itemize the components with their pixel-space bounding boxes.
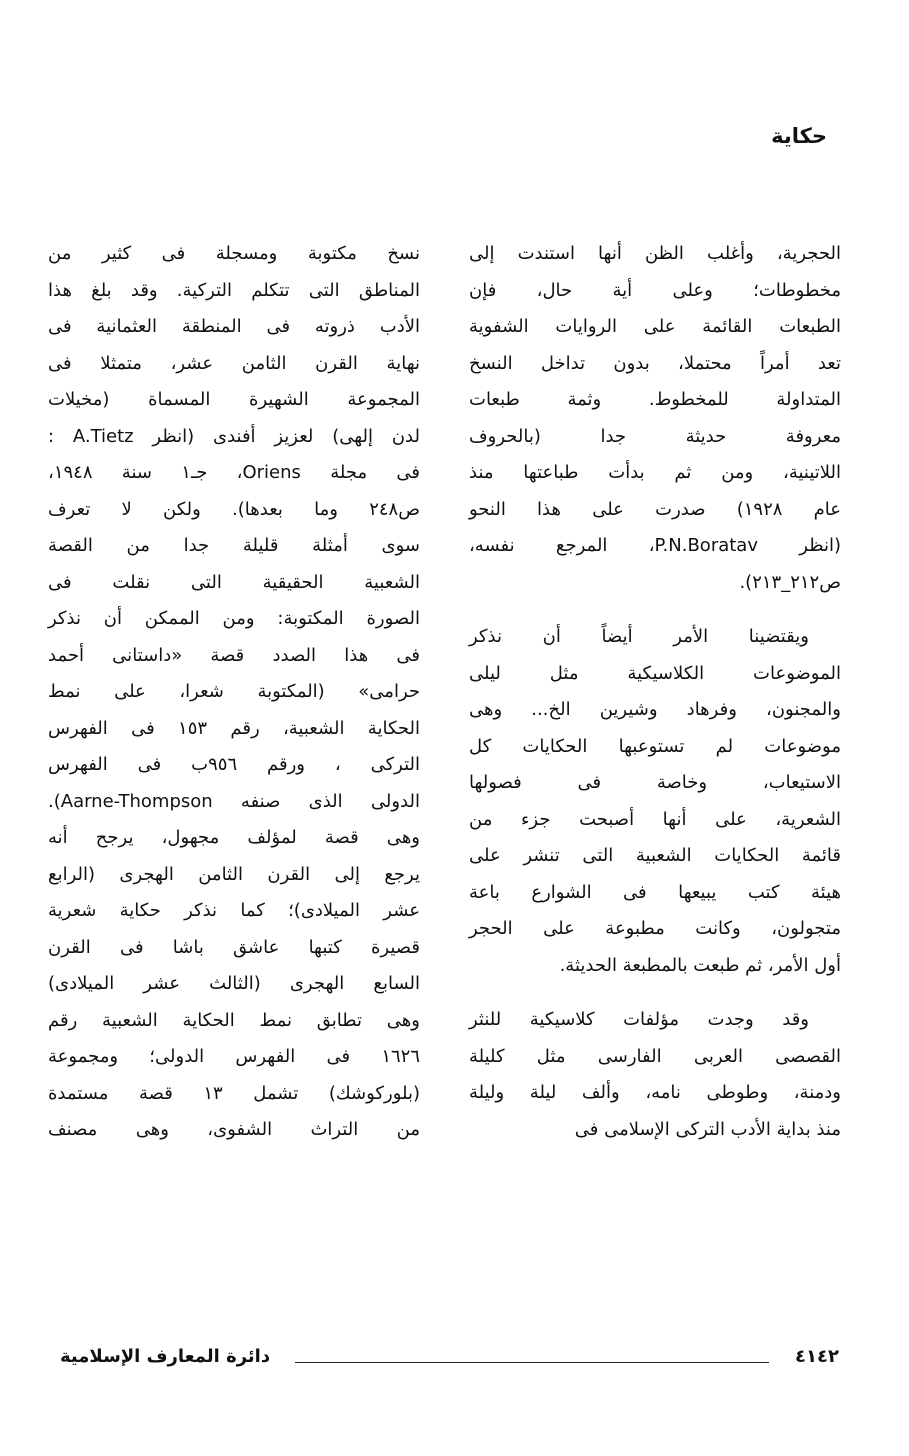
text-line: القصصى العربى الفارسى مثل كليلة [469,1045,841,1067]
text-line: نسخ مكتوبة ومسجلة فى كثير من [48,243,420,264]
text-line: وقد وجدت مؤلفات كلاسيكية للنثر [469,1009,809,1030]
text-line: منذ بداية الأدب التركى الإسلامى فى [574,1118,841,1140]
text-line: قائمة الحكايات الشعبية التى تنشر على [469,845,841,866]
text-line: مخطوطات؛ وعلى أية حال، فإن [469,279,841,301]
text-line: ويقتضينا الأمر أيضاً أن نذكر [469,626,809,647]
paragraph [48,236,420,1149]
text-line: التركى ، ورقم ٩٥٦ب فى الفهرس [48,754,420,775]
text-line: متجولون، وكانت مطبوعة على الحجر [469,918,841,939]
footer-rule [295,1362,769,1363]
text-line: الأدب ذروته فى المنطقة العثمانية فى [48,316,420,337]
text-line: فى هذا الصدد قصة «داستانى أحمد [48,644,420,666]
text-line: الشعرية، على أنها أصبحت جزء من [469,808,841,830]
text-line: وهى قصة لمؤلف مجهول، يرجح أنه [48,827,420,848]
text-line: المجموعة الشهيرة المسماة (مخيلات [48,389,420,410]
text-line: الحجرية، وأغلب الظن أنها استندت إلى [469,243,841,264]
text-line: هيئة كتب يبيعها فى الشوارع باعة [469,881,841,903]
text-line: الصورة المكتوبة: ومن الممكن أن نذكر [48,608,420,629]
text-line: وهى تطابق نمط الحكاية الشعبية رقم [48,1009,420,1031]
text-line: يرجع إلى القرن الثامن الهجرى (الرابع [48,863,420,885]
text-line: الاستيعاب، وخاصة فى فصولها [469,772,841,793]
text-line: ص٢١٢_٢١٣). [739,571,841,593]
text-line: أول الأمر، ثم طبعت بالمطبعة الحديثة. [559,954,841,976]
text-line: موضوعات لم تستوعبها الحكايات كل [469,735,841,757]
text-line: اللاتينية، ومن ثم بدأت طباعتها منذ [469,462,841,483]
text-line: سوى أمثلة قليلة جدا من القصة [48,535,420,556]
page-number: ٤١٤٢ [795,1346,839,1367]
text-line: معروفة حديثة جدا (بالحروف [469,425,841,447]
text-line: نهاية القرن الثامن عشر، متمثلا فى [48,352,420,374]
text-line: المتداولة للمخطوط. وثمة طبعات [469,389,841,410]
text-line: فى مجلة Oriens، جـ١ سنة ١٩٤٨، [48,462,421,483]
text-line: الشعبية الحقيقية التى نقلت فى [48,571,420,593]
left-column [48,236,420,1149]
text-line: ص٢٤٨ وما بعدها). ولكن لا تعرف [48,498,420,520]
text-line: عشر الميلادى)؛ كما نذكر حكاية شعرية [48,900,420,921]
text-line: الموضوعات الكلاسيكية مثل ليلى [469,662,841,684]
text-line: الحكاية الشعبية، رقم ١٥٣ فى الفهرس [48,717,420,739]
publication-title: دائرة المعارف الإسلامية [60,1346,271,1367]
text-line: لدن إلهى) لعزيز أفندى (انظر A.Tietz : [48,425,420,447]
text-line: والمجنون، وفرهاد وشيرين الخ... وهى [469,699,841,720]
page-footer [60,1346,839,1376]
text-line: ودمنة، وطوطى نامه، وألف ليلة وليلة [469,1082,841,1103]
text-line: تعد أمراً محتملا، بدون تداخل النسخ [469,352,841,374]
paragraph [469,619,841,984]
text-line: قصيرة كتبها عاشق باشا فى القرن [48,936,420,958]
text-line: (بلوركوشك) تشمل ١٣ قصة مستمدة [48,1082,420,1104]
paragraph [469,236,841,601]
text-line: (انظر P.N.Boratav، المرجع نفسه، [469,535,841,556]
text-line: عام ١٩٢٨) صدرت على هذا النحو [469,498,841,520]
text-line: الطبعات القائمة على الروايات الشفوية [469,316,841,337]
text-line: السابع الهجرى (الثالث عشر الميلادى) [48,973,420,994]
right-column [469,236,841,1148]
text-line: حرامى» (المكتوبة شعرا، على نمط [48,681,420,702]
running-header: حكاية [771,124,827,148]
text-line: ١٦٢٦ فى الفهرس الدولى؛ ومجموعة [48,1046,420,1067]
text-line: من التراث الشفوى، وهى مصنف [48,1119,420,1140]
paragraph [469,1002,841,1148]
text-line: المناطق التى تتكلم التركية. وقد بلغ هذا [48,279,420,301]
text-line: الدولى الذى صنفه Aarne-Thompson). [48,790,420,812]
